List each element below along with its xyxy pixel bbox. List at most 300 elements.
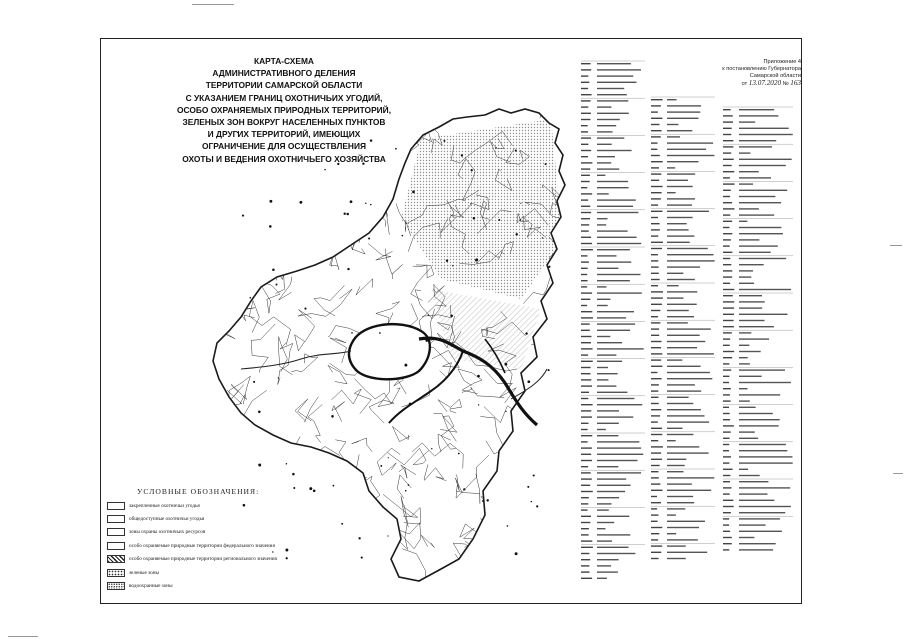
table-cell-mark (667, 328, 711, 329)
table-cell-mark (651, 471, 659, 472)
table-cell-mark (667, 514, 676, 515)
legend-item (107, 579, 387, 592)
settlement-dot (344, 213, 346, 215)
table-cell-mark (739, 307, 762, 308)
table-cell-mark (597, 237, 637, 238)
table-cell-mark (739, 407, 756, 408)
boundary-line (406, 107, 453, 124)
table-cell-mark (739, 543, 776, 544)
table-cell-mark (597, 311, 634, 312)
table-cell-mark (581, 578, 592, 579)
table-cell-mark (723, 165, 732, 166)
table-cell-mark (739, 512, 785, 513)
table-cell-mark (581, 125, 588, 126)
table-cell-mark (667, 483, 692, 484)
table-cell-mark (723, 500, 733, 501)
table-cell-mark (667, 409, 701, 410)
table-cell-mark (739, 314, 788, 315)
table-cell-mark (723, 512, 731, 513)
date-prefix: от (741, 81, 748, 87)
settlement-dot (370, 204, 371, 205)
table-cell-mark (739, 531, 782, 532)
title-line: ЗЕЛЕНЫХ ЗОН ВОКРУГ НАСЕЛЕННЫХ ПУНКТОВ (182, 117, 386, 128)
boundary-line (491, 518, 506, 543)
table-cell-mark (597, 553, 635, 554)
table-cell-mark (739, 481, 768, 482)
table-cell-mark (651, 99, 663, 100)
table-cell-mark (581, 379, 591, 380)
table-cell-mark (723, 121, 733, 122)
table-cell-mark (667, 527, 699, 528)
boundary-line (547, 315, 567, 353)
table-cell-mark (723, 487, 732, 488)
table-cell-mark (597, 255, 617, 256)
appendix-line: к постановлению Губернатора (722, 66, 801, 72)
table-cell-mark (651, 217, 658, 218)
title-line: КАРТА-СХЕМА (254, 56, 314, 66)
table-cell-mark (651, 514, 659, 515)
table-cell-mark (581, 348, 593, 349)
settlement-dot (253, 381, 255, 383)
table-cell-mark (581, 410, 591, 411)
settlement-dot (272, 269, 275, 272)
table-cell-mark (581, 323, 590, 324)
table-cell-mark (597, 168, 619, 169)
table-cell-mark (581, 305, 587, 306)
table-cell-mark (597, 336, 610, 337)
table-cell-mark (723, 345, 730, 346)
table-cell-mark (667, 254, 714, 255)
table-cell-mark (597, 206, 633, 207)
settlement-dot (515, 552, 518, 555)
settlement-dot (495, 147, 497, 149)
table-cell-mark (597, 175, 605, 176)
table-cell-mark (723, 338, 730, 339)
table-cell-mark (651, 545, 662, 546)
settlement-dot (475, 258, 478, 261)
table-cell-mark (651, 316, 658, 317)
settlement-dot (408, 484, 410, 486)
table-cell-mark (597, 305, 608, 306)
table-cell-mark (597, 88, 624, 89)
table-cell-mark (739, 493, 768, 494)
settlement-dot (515, 150, 517, 152)
table-cell-mark (651, 533, 659, 534)
table-cell-mark (651, 366, 662, 367)
boundary-line (543, 414, 567, 441)
table-cell-mark (723, 202, 732, 203)
table-cell-mark (723, 239, 731, 240)
table-cell-mark (597, 181, 628, 182)
settlement-dot (509, 436, 510, 437)
settlement-dot (478, 404, 479, 405)
table-cell-mark (723, 438, 730, 439)
table-cell-mark (581, 466, 588, 467)
table-cell-mark (739, 376, 762, 377)
table-cell-mark (597, 342, 622, 343)
table-cell-mark (667, 366, 701, 367)
table-cell-mark (723, 221, 732, 222)
table-cell-mark (723, 456, 731, 457)
table-cell-mark (667, 490, 711, 491)
settlement-dot (431, 448, 432, 449)
table-cell-mark (597, 82, 637, 83)
table-cell-mark (723, 152, 731, 153)
table-cell-mark (597, 423, 619, 424)
table-cell-mark (597, 534, 630, 535)
table-cell-mark (597, 137, 624, 138)
settlement-dot (269, 225, 272, 228)
table-cell-mark (651, 279, 660, 280)
boundary-line (566, 155, 582, 178)
table-cell-mark (723, 171, 734, 172)
settlement-dot (548, 266, 550, 268)
table-cell-mark (723, 357, 732, 358)
table-cell-mark (739, 109, 774, 110)
table-cell-mark (723, 134, 731, 135)
legend-label: водоохранные зоны (129, 583, 173, 590)
table-cell-mark (581, 416, 592, 417)
boundary-line (359, 166, 390, 197)
table-cell-mark (597, 491, 625, 492)
table-cell-mark (597, 392, 627, 393)
table-cell-mark (651, 211, 663, 212)
table-cell-mark (739, 456, 792, 457)
table-cell-mark (723, 369, 731, 370)
table-cell-mark (739, 252, 771, 253)
table-cell-mark (667, 242, 690, 243)
table-cell-mark (739, 128, 789, 129)
table-cell-mark (581, 354, 588, 355)
table-cell-mark (667, 198, 695, 199)
title-line: ТЕРРИТОРИИ САМАРСКОЙ ОБЛАСТИ (205, 80, 363, 91)
table-cell-mark (581, 137, 591, 138)
map-sheet (100, 38, 802, 604)
table-cell-mark (723, 289, 734, 290)
table-cell-mark (667, 384, 695, 385)
table-cell-mark (597, 410, 619, 411)
table-cell-mark (723, 146, 733, 147)
table-cell-mark (597, 292, 642, 293)
table-cell-mark (667, 353, 714, 354)
table-cell-mark (597, 404, 642, 405)
legend-swatch (107, 502, 125, 510)
settlement-dot (292, 473, 295, 476)
legend-item (107, 526, 387, 539)
settlement-dot (515, 233, 517, 235)
table-cell-mark (667, 186, 693, 187)
boundary-line (213, 193, 232, 224)
table-cell-mark (651, 291, 663, 292)
table-cell-mark (651, 142, 658, 143)
table-cell-mark (667, 545, 686, 546)
settlement-dot (520, 219, 522, 221)
table-cell-mark (723, 518, 729, 519)
table-cell-mark (667, 459, 686, 460)
table-cell-mark (667, 347, 697, 348)
table-cell-mark (739, 264, 764, 265)
table-cell-mark (723, 332, 732, 333)
boundary-line (184, 306, 223, 332)
settlement-dot (428, 314, 429, 315)
table-cell-mark (581, 280, 588, 281)
table-column (651, 97, 715, 559)
table-cell-mark (739, 326, 774, 327)
table-cell-mark (651, 198, 661, 199)
table-cell-mark (723, 320, 734, 321)
table-cell-mark (667, 192, 676, 193)
table-cell-mark (651, 440, 658, 441)
settlement-dot (525, 332, 527, 334)
table-cell-mark (597, 497, 619, 498)
settlement-dot (507, 525, 509, 527)
table-cell-mark (597, 94, 627, 95)
table-cell-mark (651, 452, 661, 453)
table-cell-mark (651, 508, 657, 509)
table-cell-mark (651, 229, 660, 230)
table-cell-mark (581, 82, 589, 83)
settlement-dot (536, 505, 538, 507)
title-line: И ДРУГИХ ТЕРРИТОРИЙ, ИМЕЮЩИХ (207, 129, 361, 140)
settlement-dot (278, 377, 279, 378)
table-cell-mark (739, 233, 783, 234)
table-cell-mark (581, 404, 593, 405)
table-cell-mark (597, 441, 639, 442)
settlement-dot (498, 219, 500, 221)
table-cell-mark (597, 212, 638, 213)
settlement-dot (505, 411, 506, 412)
table-cell-mark (739, 382, 791, 383)
table-cell-mark (651, 149, 657, 150)
table-cell-mark (667, 533, 676, 534)
table-cell-mark (739, 419, 780, 420)
table-cell-mark (651, 124, 660, 125)
table-cell-mark (723, 326, 734, 327)
table-cell-mark (651, 167, 659, 168)
table-cell-mark (739, 524, 766, 525)
settlement-dot (533, 474, 535, 476)
table-cell-mark (723, 177, 730, 178)
table-cell-mark (597, 156, 615, 157)
table-cell-mark (667, 279, 695, 280)
table-cell-mark (723, 276, 732, 277)
table-cell-mark (739, 171, 759, 172)
settlement-dot (527, 486, 529, 488)
table-cell-mark (597, 373, 618, 374)
table-cell-mark (581, 336, 592, 337)
table-cell-mark (667, 415, 705, 416)
table-cell-mark (667, 378, 712, 379)
table-cell-mark (651, 502, 661, 503)
table-cell-mark (723, 128, 732, 129)
settlement-dot (542, 237, 543, 238)
scan-mark (192, 4, 234, 5)
table-cell-mark (581, 212, 591, 213)
title-line: АДМИНИСТРАТИВНОГО ДЕЛЕНИЯ (212, 68, 356, 79)
table-cell-mark (723, 252, 732, 253)
table-cell-mark (723, 307, 734, 308)
boundary-line (279, 256, 292, 265)
boundary-line (567, 240, 582, 265)
table-cell-mark (581, 447, 592, 448)
settlement-dot (425, 339, 428, 342)
table-cell-mark (667, 211, 709, 212)
table-cell-mark (667, 465, 685, 466)
table-cell-mark (739, 431, 755, 432)
number-prefix: № (782, 81, 789, 87)
boundary-line (531, 338, 567, 345)
table-cell-mark (597, 348, 644, 349)
table-cell-mark (651, 180, 659, 181)
table-cell-mark (651, 260, 658, 261)
table-cell-mark (739, 301, 765, 302)
settlement-dot (409, 403, 411, 405)
boundary-line (313, 245, 328, 252)
table-cell-mark (597, 187, 629, 188)
boundary-line (537, 549, 557, 566)
settlement-dot (368, 237, 370, 239)
table-cell-mark (597, 460, 638, 461)
table-cell-mark (581, 361, 593, 362)
table-cell-mark (597, 385, 616, 386)
settlement-dot (365, 203, 366, 204)
table-cell-mark (667, 204, 692, 205)
table-cell-mark (651, 223, 660, 224)
table-cell-mark (723, 295, 733, 296)
table-cell-mark (581, 317, 593, 318)
table-cell-mark (651, 111, 658, 112)
table-cell-mark (739, 140, 776, 141)
table-cell-mark (723, 431, 731, 432)
table-cell-mark (667, 167, 675, 168)
table-column (581, 61, 645, 579)
table-cell-mark (667, 310, 689, 311)
table-cell-mark (723, 159, 734, 160)
table-cell-mark (739, 518, 780, 519)
table-cell-mark (581, 373, 591, 374)
table-cell-mark (651, 353, 662, 354)
boundary-line (283, 237, 327, 258)
table-cell-mark (597, 144, 612, 145)
boundary-line (521, 424, 540, 438)
table-cell-mark (667, 105, 701, 106)
boundary-line (522, 463, 539, 481)
table-cell-mark (597, 230, 628, 231)
boundary-line (541, 555, 551, 567)
table-cell-mark (651, 273, 659, 274)
table-cell-mark (667, 496, 693, 497)
table-cell-mark (667, 471, 684, 472)
table-cell-mark (651, 136, 661, 137)
settlement-dot (347, 268, 349, 270)
settlement-dot (470, 203, 471, 204)
table-cell-mark (667, 235, 694, 236)
table-cell-mark (667, 111, 700, 112)
table-cell-mark (597, 528, 606, 529)
table-cell-mark (739, 400, 750, 401)
table-cell-mark (739, 338, 769, 339)
table-cell-mark (739, 134, 793, 135)
table-cell-mark (723, 314, 734, 315)
legend-label: закрепленные охотничьи угодья (129, 502, 200, 509)
table-cell-mark (581, 268, 588, 269)
table-cell-mark (739, 500, 774, 501)
table-cell-mark (651, 118, 662, 119)
table-cell-mark (597, 317, 626, 318)
settlement-dot (482, 500, 484, 502)
handwritten-date: 13.07.2020 (748, 79, 782, 87)
table-cell-mark (723, 462, 729, 463)
boundary-line (215, 173, 276, 190)
legend-label: зоны охраны охотничьих ресурсов (129, 529, 206, 536)
table-cell-mark (597, 354, 616, 355)
table-cell-mark (723, 283, 730, 284)
table-cell-mark (651, 384, 659, 385)
table-cell-mark (651, 539, 658, 540)
table-cell-mark (723, 407, 729, 408)
boundary-line (243, 253, 270, 283)
table-cell-mark (739, 283, 754, 284)
table-cell-mark (651, 378, 662, 379)
table-cell-mark (723, 301, 734, 302)
table-cell-mark (581, 516, 591, 517)
settlement-dot (304, 308, 306, 310)
table-cell-mark (581, 435, 592, 436)
table-cell-mark (597, 454, 643, 455)
boundary-line (489, 553, 513, 576)
settlement-dot (473, 217, 476, 220)
table-cell-mark (597, 299, 610, 300)
table-cell-mark (651, 390, 658, 391)
table-cell-mark (667, 118, 699, 119)
table-cell-mark (597, 63, 631, 64)
table-cell-mark (581, 460, 592, 461)
table-cell-mark (723, 264, 731, 265)
table-cell-mark (597, 466, 618, 467)
table-cell-mark (597, 509, 609, 510)
table-cell-mark (581, 553, 589, 554)
table-cell-mark (651, 322, 660, 323)
title-line: ОСОБО ОХРАНЯЕМЫХ ПРИРОДНЫХ ТЕРРИТОРИЙ, (176, 104, 392, 115)
table-cell-mark (667, 291, 697, 292)
settlement-dot (324, 169, 326, 171)
table-cell-mark (723, 190, 731, 191)
table-cell-mark (739, 388, 748, 389)
table-cell-mark (667, 428, 683, 429)
table-cell-mark (651, 254, 658, 255)
legend-item (107, 512, 387, 525)
settlement-dot (463, 488, 465, 490)
table-cell-mark (581, 367, 591, 368)
boundary-line (480, 519, 496, 550)
legend-swatch (107, 542, 125, 550)
scan-mark (893, 473, 903, 474)
table-cell-mark (739, 165, 786, 166)
settlement-dot (452, 265, 453, 266)
table-cell-mark (597, 261, 631, 262)
table-cell-mark (581, 199, 588, 200)
table-cell-mark (667, 440, 676, 441)
handwritten-number: 163 (790, 79, 801, 87)
table-cell-mark (667, 539, 698, 540)
table-cell-mark (597, 150, 632, 151)
table-cell-mark (723, 493, 730, 494)
table-cell-mark (739, 208, 759, 209)
table-cell-mark (581, 571, 590, 572)
table-cell-mark (667, 552, 707, 553)
table-cell-mark (651, 477, 659, 478)
table-cell-mark (581, 509, 588, 510)
